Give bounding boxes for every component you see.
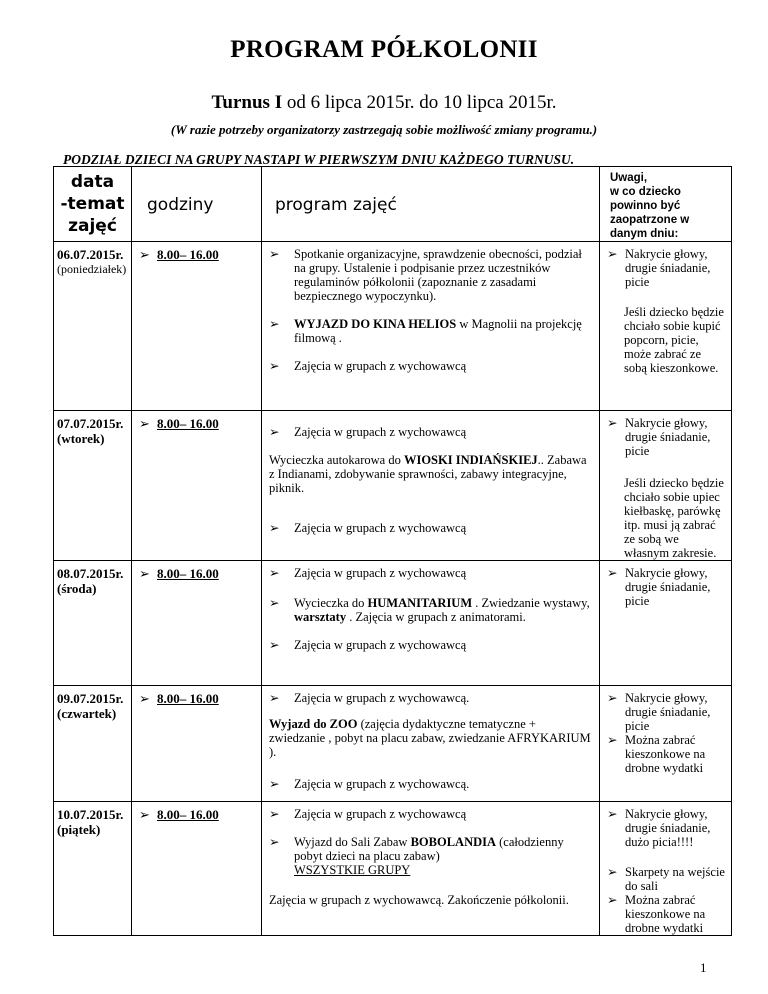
day-weekday: (czwartek) [57,706,117,721]
time-cell [132,411,262,561]
time-range: 8.00– 16.00 [157,566,219,581]
arrow-bullet-icon: ➢ [607,893,618,907]
arrow-bullet-icon: ➢ [269,835,280,849]
date-cell [54,561,132,686]
program-cell [262,686,600,802]
program-paragraph: Wycieczka autokarowa do WIOSKI INDIAŃSKIEJ.. Zabawa z Indianami, zdobywanie sprawności, zabawy integracyjne, piknik. [269,453,587,495]
notes-cell [600,561,732,686]
page-number: 1 [700,960,707,975]
day-date: 09.07.2015r. [57,691,124,706]
time-cell [132,242,262,411]
program-item: ➢ Zajęcia w grupach z wychowawcą [269,638,467,652]
note-item: ➢ Nakrycie głowy, drugie śniadanie, picie [607,566,711,608]
note-item: ➢ Można zabrać kieszonkowe na drobne wydatki [607,733,706,775]
day-row [54,802,732,936]
arrow-bullet-icon: ➢ [269,247,280,261]
program-item: ➢ Wyjazd do Sali Zabaw BOBOLANDIA (całodzienny pobyt dzieci na placu zabaw) WSZYSTKIE GRUPY [269,835,564,877]
program-cell [262,411,600,561]
arrow-bullet-icon: ➢ [269,425,280,439]
arrow-bullet-icon: ➢ [607,865,618,879]
program-item: ➢ WYJAZD DO KINA HELIOS w Magnolii na projekcję filmową . [269,317,582,345]
program-item: ➢ Wycieczka do HUMANITARIUM . Zwiedzanie wystawy, warsztaty . Zajęcia w grupach z animatorami. [269,596,590,624]
program-cell [262,802,600,936]
day-weekday: (piątek) [57,822,101,837]
arrow-bullet-icon: ➢ [269,359,280,373]
day-weekday: (wtorek) [57,431,105,446]
date-cell [54,686,132,802]
document-title: PROGRAM PÓŁKOLONII [230,36,538,63]
note-item: ➢ Nakrycie głowy, drugie śniadanie, picie [607,247,711,289]
arrow-bullet-icon: ➢ [269,807,280,821]
program-item: ➢ Spotkanie organizacyjne, sprawdzenie obecności, podział na grupy. Ustalenie i podpisanie przez uczestników regulaminów półkolonii (zapoznanie z zasadami bezpiecznego wypoczynku). [269,247,582,303]
date-cell [54,242,132,411]
time-cell [132,686,262,802]
time-range: 8.00– 16.00 [157,247,219,262]
program-change-note: (W razie potrzeby organizatorzy zastrzegają sobie możliwość zmiany programu.) [170,122,598,137]
program-item: ➢ Zajęcia w grupach z wychowawcą [269,359,467,373]
arrow-bullet-icon: ➢ [269,691,280,705]
arrow-bullet-icon: ➢ [139,247,150,262]
day-date: 07.07.2015r. [57,416,124,431]
note-item: ➢ Skarpety na wejście do sali [607,865,725,893]
program-item: ➢ Zajęcia w grupach z wychowawcą [269,566,467,580]
time-range: 8.00– 16.00 [157,416,219,431]
day-row [54,561,732,686]
note-paragraph: Jeśli dziecko będzie chciało sobie kupić popcorn, picie, może zabrać ze sobą kieszonkowe. [624,305,724,375]
program-item: ➢ Zajęcia w grupach z wychowawcą [269,425,467,439]
time-range: 8.00– 16.00 [157,691,219,706]
notes-cell [600,802,732,936]
header-time: godziny [132,167,262,242]
arrow-bullet-icon: ➢ [607,416,618,430]
program-item: ➢ Zajęcia w grupach z wychowawcą [269,521,467,535]
arrow-bullet-icon: ➢ [139,807,150,822]
arrow-bullet-icon: ➢ [607,247,618,261]
group-division-note: PODZIAŁ DZIECI NA GRUPY NASTAPI W PIERWSZYM DNIU KAŻDEGO TURNUSU. [63,152,575,167]
header-date: data -temat zajęć [54,167,132,242]
note-item: ➢ Nakrycie głowy, drugie śniadanie, dużo picia!!!! [607,807,711,849]
note-paragraph: Jeśli dziecko będzie chciało sobie upiec kiełbaskę, parówkę itp. musi ją zabrać ze sobą we własnym zakresie. [624,476,724,560]
all-groups-label: WSZYSTKIE GRUPY [294,863,411,877]
arrow-bullet-icon: ➢ [269,521,280,535]
program-cell [262,561,600,686]
day-row [54,686,732,802]
day-date: 10.07.2015r. [57,807,124,822]
day-date: 06.07.2015r. [57,247,124,262]
arrow-bullet-icon: ➢ [607,807,618,821]
arrow-bullet-icon: ➢ [607,566,618,580]
arrow-bullet-icon: ➢ [269,596,280,610]
date-cell [54,411,132,561]
turnus-line [0,92,768,114]
program-table [53,166,732,936]
day-weekday: (środa) [57,581,97,596]
arrow-bullet-icon: ➢ [139,566,150,581]
program-cell [262,242,600,411]
arrow-bullet-icon: ➢ [607,691,618,705]
arrow-bullet-icon: ➢ [269,566,280,580]
arrow-bullet-icon: ➢ [139,416,150,431]
program-item: ➢ Zajęcia w grupach z wychowawcą. [269,777,470,791]
day-row [54,242,732,411]
header-notes: Uwagi, w co dziecko powinno być zaopatrzone w danym dniu: [600,167,732,242]
time-cell [132,802,262,936]
day-date: 08.07.2015r. [57,566,124,581]
day-weekday: (poniedziałek) [57,262,127,276]
notes-cell [600,242,732,411]
program-item: ➢ Zajęcia w grupach z wychowawcą [269,807,467,821]
note-item: ➢ Można zabrać kieszonkowe na drobne wydatki [607,893,706,935]
arrow-bullet-icon: ➢ [269,638,280,652]
program-paragraph: Zajęcia w grupach z wychowawcą. Zakończenie półkolonii. [269,893,569,907]
note-item: ➢ Nakrycie głowy, drugie śniadanie, picie [607,416,711,458]
note-item: ➢ Nakrycie głowy, drugie śniadanie, picie [607,691,711,733]
notes-cell [600,686,732,802]
program-paragraph: Wyjazd do ZOO (zajęcia dydaktyczne tematyczne + zwiedzanie , pobyt na placu zabaw, zwiedzanie AFRYKARIUM ). [269,717,591,759]
time-cell [132,561,262,686]
day-row [54,411,732,561]
turnus-dates: od 6 lipca 2015r. do 10 lipca 2015r. [282,92,557,113]
program-item: ➢ Zajęcia w grupach z wychowawcą. [269,691,470,705]
arrow-bullet-icon: ➢ [139,691,150,706]
arrow-bullet-icon: ➢ [269,317,280,331]
header-program: program zajęć [262,167,600,242]
time-range: 8.00– 16.00 [157,807,219,822]
table-header-row [54,167,732,242]
notes-cell [600,411,732,561]
date-cell [54,802,132,936]
turnus-label: Turnus I [211,92,283,113]
arrow-bullet-icon: ➢ [269,777,280,791]
arrow-bullet-icon: ➢ [607,733,618,747]
